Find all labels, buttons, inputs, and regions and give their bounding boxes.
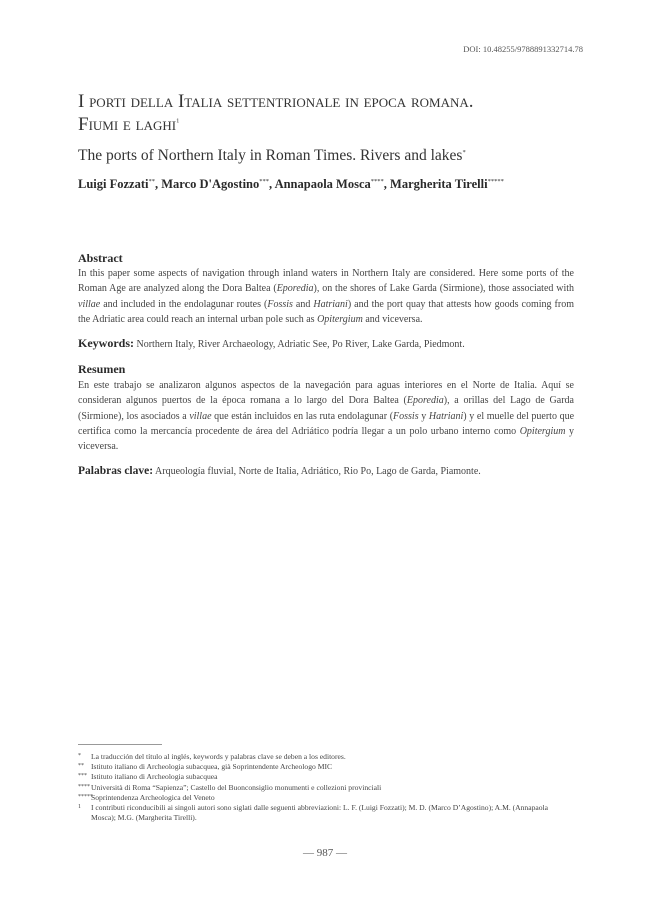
page-number: — 987 — xyxy=(303,847,347,859)
footnote-text: Università di Roma “Sapienza”; Castello del Buonconsiglio monumenti e collezioni provinciali xyxy=(91,782,382,792)
abstract-italic: Hatriani xyxy=(313,298,348,310)
abstract-text: In this paper some aspects of navigation through inland waters in Northern Italy are considered. Here some ports of the Roman Age are analyzed along the Dora Baltea ( xyxy=(78,268,574,295)
author-mark: ***** xyxy=(487,177,504,185)
subtitle-footnote-mark: * xyxy=(462,148,466,156)
author-name: Annapaola Mosca xyxy=(274,177,371,191)
resumen-italic: Hatriani xyxy=(428,410,464,422)
author-list xyxy=(78,177,504,192)
resumen-italic: Opitergium xyxy=(519,425,566,437)
abstract-text: and xyxy=(292,298,314,310)
footnotes xyxy=(78,752,574,823)
abstract-text: ), on the shores of Lake Garda (Sirmione), those associated with xyxy=(313,283,575,295)
abstract-italic: Eporedia xyxy=(276,283,314,295)
footnote-mark: 1 xyxy=(78,804,81,811)
footnote-text: La traducción del título al inglés, keywords y palabras clave se deben a los editores. xyxy=(91,752,346,761)
title-part: F xyxy=(78,114,89,135)
abstract-italic: Opitergium xyxy=(317,313,363,325)
footnote-text: I contributi riconducibili ai singoli autori sono siglati dalle seguenti abbreviazioni: L. F. (Luigi Fozzati); M. D. (Marco D’Agostino); A.M. (Annapaola Mosca); M.G. (Margherita Tirelli). xyxy=(91,803,549,823)
author-name: Margherita Tirelli xyxy=(390,177,488,191)
resumen-italic: Eporedia xyxy=(406,395,444,407)
keywords-label: Keywords: xyxy=(78,336,134,350)
footnote xyxy=(78,783,574,793)
article-title xyxy=(78,90,473,136)
footnote xyxy=(78,752,574,762)
footnote-mark: ** xyxy=(78,763,84,770)
title-part: I xyxy=(177,91,185,112)
footnote xyxy=(78,772,574,782)
resumen-text: En este trabajo se analizaron algunos aspectos de la navegación para aguas interiores en el Norte de Italia. Aquí se consideran algunos puertos de la época romana a lo largo del Dora Baltea ( xyxy=(78,380,574,407)
title-line-1 xyxy=(78,90,473,113)
abstract-text: and included in the endolagunar routes ( xyxy=(100,298,268,310)
resumen-text: que están incluidos en las ruta endolagunar ( xyxy=(211,410,394,422)
palabras-clave-label: Palabras clave: xyxy=(78,465,154,477)
keywords-text: Northern Italy, River Archaeology, Adriatic See, Po River, Lake Garda, Piedmont. xyxy=(134,339,465,350)
resumen-italic: Fossis xyxy=(393,410,419,422)
author-mark: *** xyxy=(259,177,270,185)
footnote-text: Soprintendenza Archeologica del Veneto xyxy=(91,792,215,802)
resumen-text: y xyxy=(418,410,429,422)
resumen-italic: villae xyxy=(189,410,212,422)
author-mark: ** xyxy=(148,177,155,185)
author-mark: **** xyxy=(370,177,384,185)
title-part: porti della xyxy=(89,91,178,112)
abstract-italic: villae xyxy=(78,298,101,310)
abstract-heading: Abstract xyxy=(78,251,123,265)
author-separator: , xyxy=(269,177,275,191)
footnote-text: Istituto italiano di Archeologia subacquea xyxy=(91,772,218,782)
resumen-text: ), a orillas del Lago de Garda (Sirmione), los asociados a xyxy=(78,395,574,422)
abstract-text: ) and the port quay that attests how goods coming from the Adriatic area could reach an internal urban pole such as xyxy=(78,298,574,325)
title-part: iumi e laghi xyxy=(88,114,177,135)
footnote xyxy=(78,803,574,823)
author-separator: , xyxy=(154,177,162,191)
footnote-mark: *** xyxy=(78,773,87,780)
keywords-line xyxy=(78,336,465,351)
resumen-paragraph xyxy=(78,378,574,454)
author-name: Marco D'Agostino xyxy=(161,177,260,191)
author-separator: , xyxy=(383,177,391,191)
resumen-text: ) y el muelle del puerto que certifica como la mercancía procedente de área del Adriático podría llegar a un polo urbano interno como xyxy=(78,410,575,437)
footnote-mark: ***** xyxy=(78,793,93,800)
title-footnote-mark: 1 xyxy=(176,117,180,125)
footnote xyxy=(78,793,574,803)
resumen-heading: Resumen xyxy=(78,362,126,376)
footnote-mark: * xyxy=(78,753,81,759)
abstract-paragraph xyxy=(78,266,574,327)
doi-line: DOI: 10.48255/9788891332714.78 xyxy=(463,44,583,54)
footnote-divider xyxy=(78,744,162,745)
title-part: I xyxy=(78,91,90,112)
abstract-italic: Fossis xyxy=(267,298,293,310)
author-name: Luigi Fozzati xyxy=(78,177,149,191)
palabras-clave-text: Arqueología fluvial, Norte de Italia, Adriático, Rio Po, Lago de Garda, Piamonte. xyxy=(153,466,481,477)
footnote xyxy=(78,762,574,772)
footnote-mark: **** xyxy=(78,783,90,790)
resumen-text: y viceversa. xyxy=(78,425,574,453)
abstract-text: and viceversa. xyxy=(362,313,423,325)
article-subtitle xyxy=(78,147,466,165)
title-line-2 xyxy=(78,113,473,136)
title-part: talia settentrionale in epoca romana. xyxy=(184,91,474,112)
palabras-clave-line xyxy=(78,465,481,477)
subtitle-text: The ports of Northern Italy in Roman Times. Rivers and lakes xyxy=(78,147,463,164)
footnote-text: Istituto italiano di Archeologia subacquea, già Soprintendente Archeologo MIC xyxy=(91,762,333,772)
